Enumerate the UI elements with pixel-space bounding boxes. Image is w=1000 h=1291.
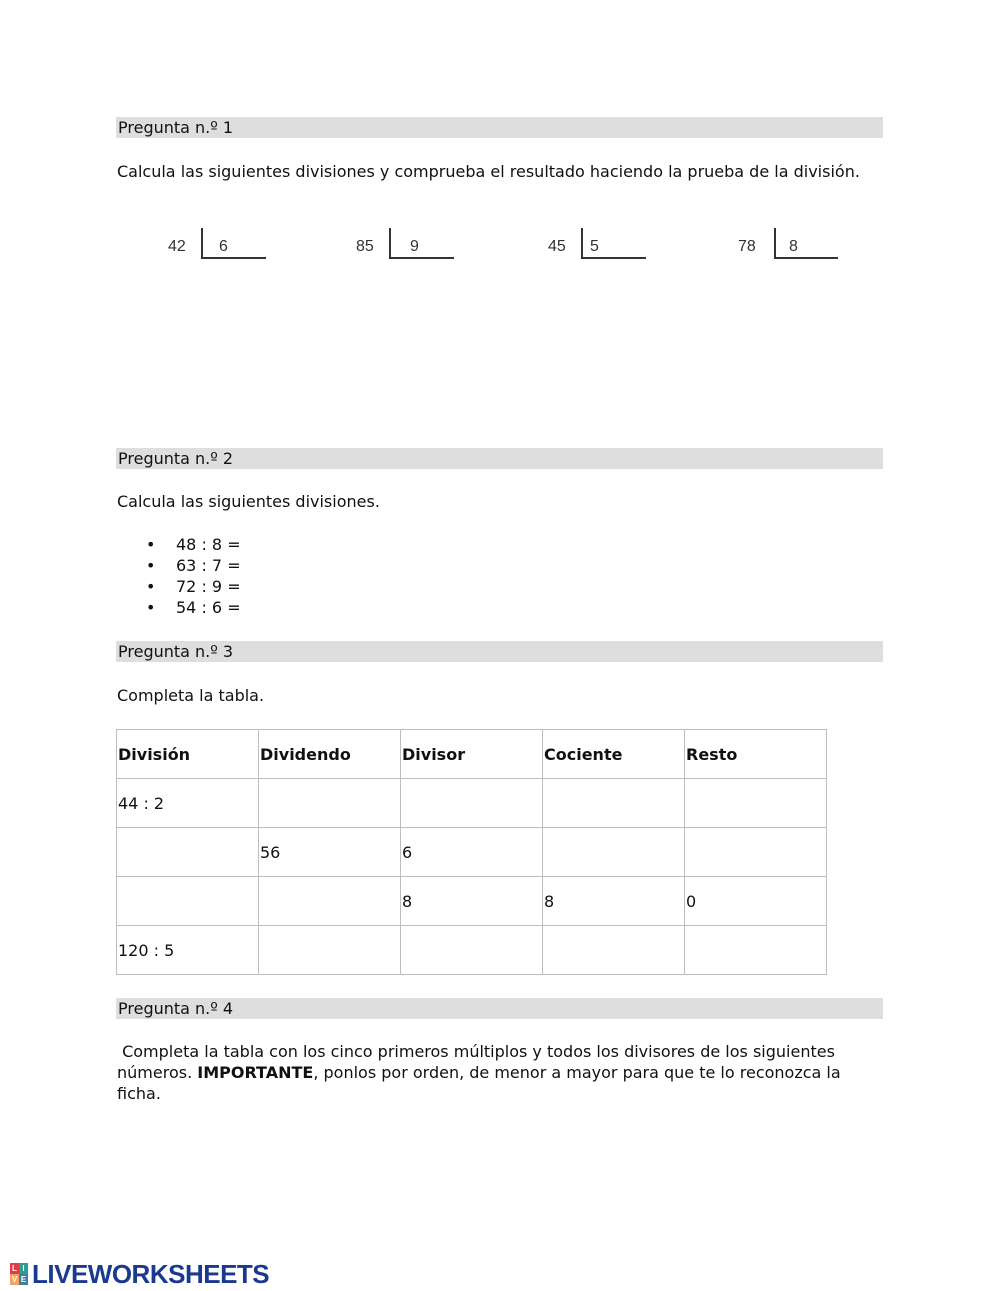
logo-text: LIVEWORKSHEETS [32, 1258, 270, 1289]
column-header: División [117, 730, 259, 779]
dividend: 42 [168, 238, 186, 255]
question-3-text: Completa la tabla. [117, 686, 265, 705]
dividend: 45 [548, 238, 566, 255]
answer-cell[interactable] [117, 828, 259, 877]
table-row [117, 828, 827, 877]
question-1-header: Pregunta n.º 1 [116, 117, 883, 138]
dividend: 78 [738, 238, 756, 255]
question-4-text-end: , ponlos por orden, de menor a mayor para que te lo reconozca la ficha. [117, 1063, 846, 1103]
column-header: Cociente [543, 730, 685, 779]
table-header-row [117, 730, 827, 779]
table-cell: 0 [685, 877, 827, 926]
table-cell: 44 : 2 [117, 779, 259, 828]
important-label: IMPORTANTE [197, 1063, 314, 1082]
answer-cell[interactable] [543, 828, 685, 877]
table-row [117, 877, 827, 926]
answer-cell[interactable] [685, 828, 827, 877]
table-cell: 8 [543, 877, 685, 926]
division-item [548, 226, 668, 262]
question-4-text [117, 1041, 877, 1104]
question-4-header: Pregunta n.º 4 [116, 998, 883, 1019]
logo-tile: V [11, 1275, 18, 1284]
logo-icon [10, 1263, 28, 1285]
division-line [774, 257, 838, 259]
divisor: 5 [590, 238, 599, 255]
list-item: • 54 : 6 = [117, 597, 241, 618]
division-line [201, 257, 266, 259]
division-bracket [201, 228, 203, 258]
question-3-header: Pregunta n.º 3 [116, 641, 883, 662]
answer-cell[interactable] [259, 779, 401, 828]
table-cell: 8 [401, 877, 543, 926]
answer-cell[interactable] [685, 926, 827, 975]
divisor: 6 [219, 238, 228, 255]
liveworksheets-logo [10, 1258, 270, 1289]
answer-cell[interactable] [685, 779, 827, 828]
answer-cell[interactable] [401, 779, 543, 828]
division-item [738, 226, 858, 262]
division-line [389, 257, 454, 259]
answer-cell[interactable] [259, 877, 401, 926]
table-cell: 56 [259, 828, 401, 877]
answer-cell[interactable] [117, 877, 259, 926]
question-4-text-start: Completa la tabla con los cinco primeros múltiplos y todos los divisores de los siguientes números. [117, 1042, 840, 1082]
division-bracket [774, 228, 776, 258]
logo-tile: L [10, 1263, 19, 1274]
division-table [116, 729, 827, 975]
answer-cell[interactable] [401, 926, 543, 975]
table-row [117, 779, 827, 828]
logo-tile: E [20, 1275, 27, 1284]
column-header: Divisor [401, 730, 543, 779]
list-item: • 72 : 9 = [117, 576, 241, 597]
division-bracket [389, 228, 391, 258]
division-bracket [581, 228, 583, 258]
list-item: • 63 : 7 = [117, 555, 241, 576]
answer-cell[interactable] [543, 926, 685, 975]
table-row [117, 926, 827, 975]
question-2-text: Calcula las siguientes divisiones. [117, 492, 380, 511]
answer-cell[interactable] [259, 926, 401, 975]
list-item: • 48 : 8 = [117, 534, 241, 555]
division-line [581, 257, 646, 259]
question-2-header: Pregunta n.º 2 [116, 448, 883, 469]
division-item [168, 226, 288, 262]
answer-cell[interactable] [543, 779, 685, 828]
divisor: 8 [789, 238, 798, 255]
dividend: 85 [356, 238, 374, 255]
logo-tile: I [19, 1263, 28, 1274]
table-cell: 120 : 5 [117, 926, 259, 975]
division-item [356, 226, 476, 262]
column-header: Resto [685, 730, 827, 779]
question-1-text: Calcula las siguientes divisiones y comprueba el resultado haciendo la prueba de la división. [117, 162, 860, 181]
table-cell: 6 [401, 828, 543, 877]
division-list [117, 534, 241, 618]
column-header: Dividendo [259, 730, 401, 779]
divisor: 9 [410, 238, 419, 255]
